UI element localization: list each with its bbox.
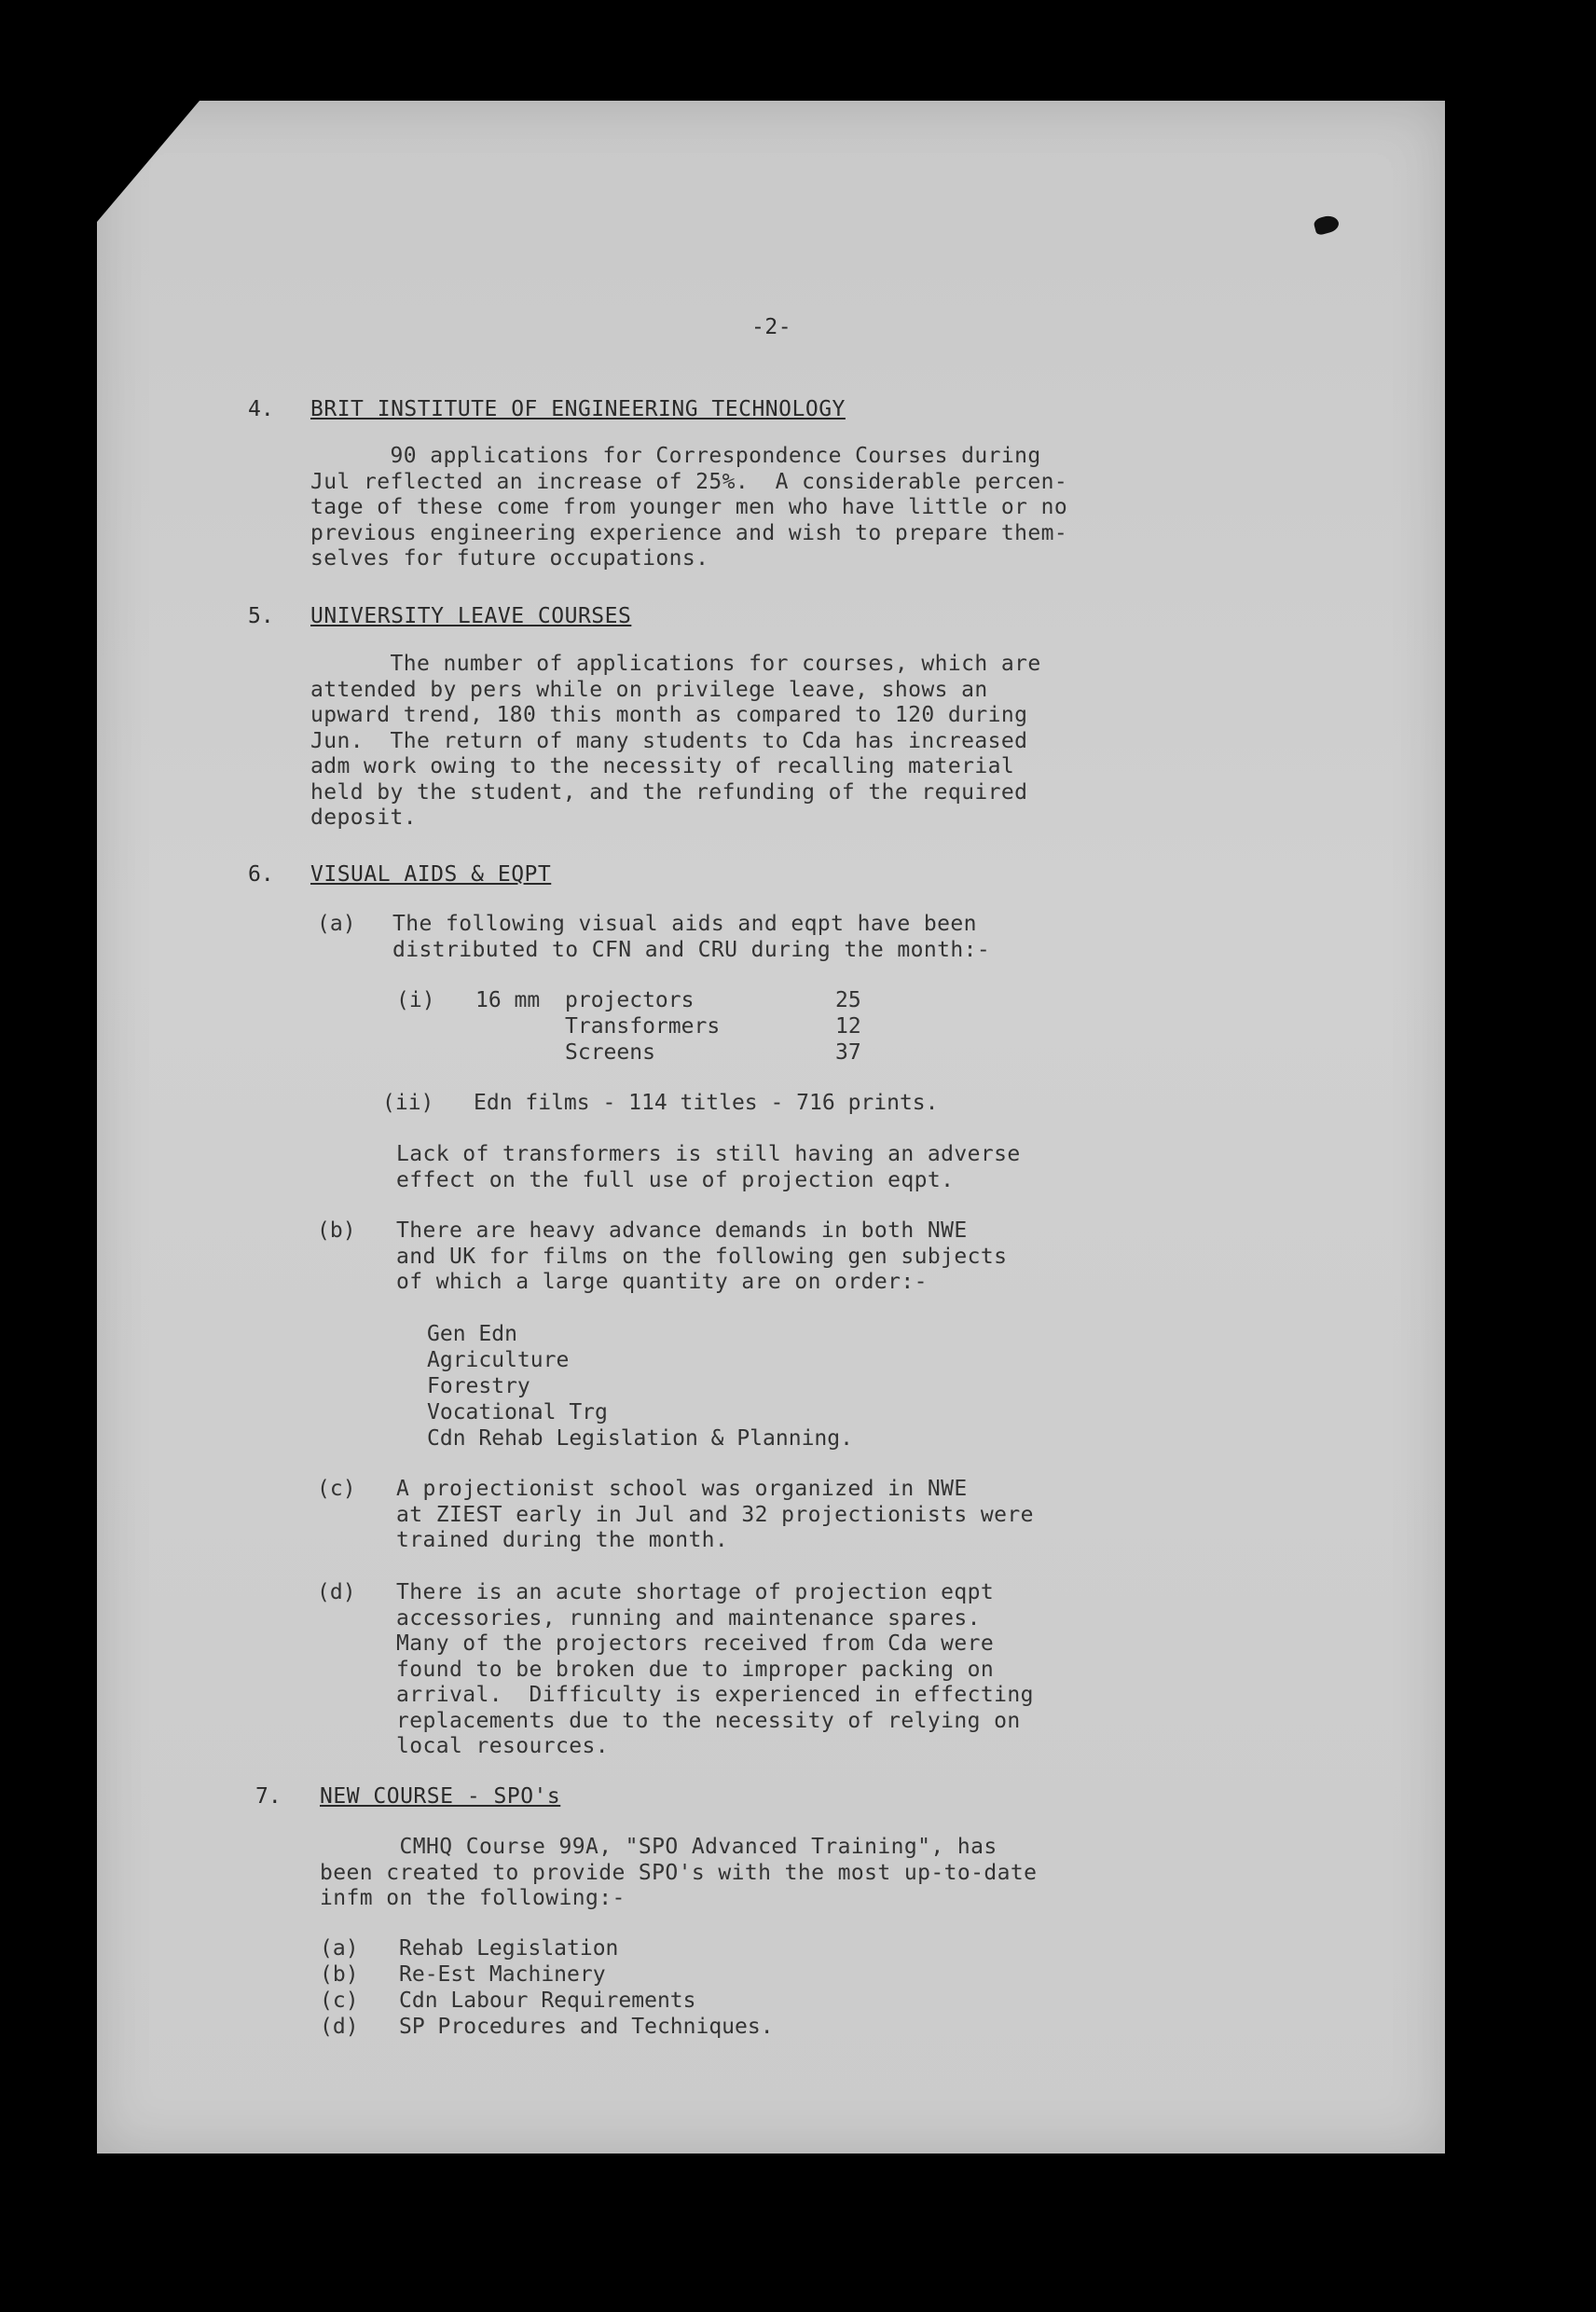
section-body: The number of applications for courses, which are attended by pers while on privilege leave, shows an upward trend, 180 this month as compared to 120 during Jun. The return of many students to Cda has increased adm work owing to the necessity of recalling material held by the student, and the refunding of the required deposit. — [310, 652, 1041, 830]
subitem-label: (c) — [317, 1477, 356, 1501]
section-number: 7. — [255, 1784, 282, 1809]
section-heading: NEW COURSE - SPO's — [320, 1784, 561, 1809]
section-number: 6. — [248, 862, 274, 887]
section-number: 5. — [248, 604, 274, 628]
section-body: 90 applications for Correspondence Courses during Jul reflected an increase of 25%. A considerable percen- tage of these come from younger men who have little or no previous engineering experience and wish to prepare them- selves for future occupations. — [310, 444, 1068, 571]
subitem-label: (d) — [317, 1580, 356, 1604]
equipment-qty: 37 — [835, 1040, 861, 1065]
subitem-label: (ii) — [382, 1091, 434, 1115]
equipment-name: Screens — [565, 1040, 655, 1065]
equipment-qty: 12 — [835, 1014, 861, 1039]
section-number: 4. — [248, 397, 274, 421]
list-item: Gen Edn — [427, 1322, 517, 1346]
section-heading: VISUAL AIDS & EQPT — [310, 862, 552, 887]
list-item: Re-Est Machinery — [399, 1962, 606, 1987]
subitem-text: The following visual aids and eqpt have been distributed to CFN and CRU during the month:- — [392, 912, 991, 962]
equipment-name: Transformers — [565, 1014, 721, 1039]
subitem-label: (a) — [317, 912, 356, 936]
list-label: (d) — [320, 2015, 359, 2039]
list-item: Vocational Trg — [427, 1400, 608, 1424]
section-body: CMHQ Course 99A, "SPO Advanced Training", has been created to provide SPO's with the most up-to-date infm on the following:- — [320, 1835, 1038, 1910]
subitem-label: (b) — [317, 1218, 356, 1243]
equipment-name: projectors — [565, 988, 695, 1012]
section-heading: UNIVERSITY LEAVE COURSES — [310, 604, 632, 628]
section-heading: BRIT INSTITUTE OF ENGINEERING TECHNOLOGY — [310, 397, 846, 421]
subitem-text: There are heavy advance demands in both NWE and UK for films on the following gen subjects of which a large quantity are on order:- — [396, 1218, 1008, 1294]
list-item: Cdn Labour Requirements — [399, 1989, 696, 2013]
list-label: (b) — [320, 1962, 359, 1987]
note-text: Lack of transformers is still having an adverse effect on the full use of projection eqpt. — [396, 1142, 1021, 1192]
subitem-text: A projectionist school was organized in NWE at ZIEST early in Jul and 32 projectionists were trained during the month. — [396, 1477, 1034, 1552]
subitem-text: There is an acute shortage of projection eqpt accessories, running and maintenance spares. Many of the projectors received from Cda were found to be broken due to improper packing on arrival. Difficulty is experienced in effecting replacements due to the necessity of relying on local resources. — [396, 1580, 1034, 1758]
subitem-prefix: 16 mm — [475, 988, 541, 1012]
page-number: -2- — [751, 315, 792, 339]
subitem-text: Edn films - 114 titles - 716 prints. — [474, 1091, 939, 1115]
list-item: Agriculture — [427, 1348, 570, 1372]
list-item: Cdn Rehab Legislation & Planning. — [427, 1426, 853, 1451]
list-item: Rehab Legislation — [399, 1936, 619, 1961]
list-label: (a) — [320, 1936, 359, 1961]
list-label: (c) — [320, 1989, 359, 2013]
equipment-qty: 25 — [835, 988, 861, 1012]
list-item: SP Procedures and Techniques. — [399, 2015, 774, 2039]
subitem-label: (i) — [396, 988, 435, 1012]
list-item: Forestry — [427, 1374, 530, 1398]
